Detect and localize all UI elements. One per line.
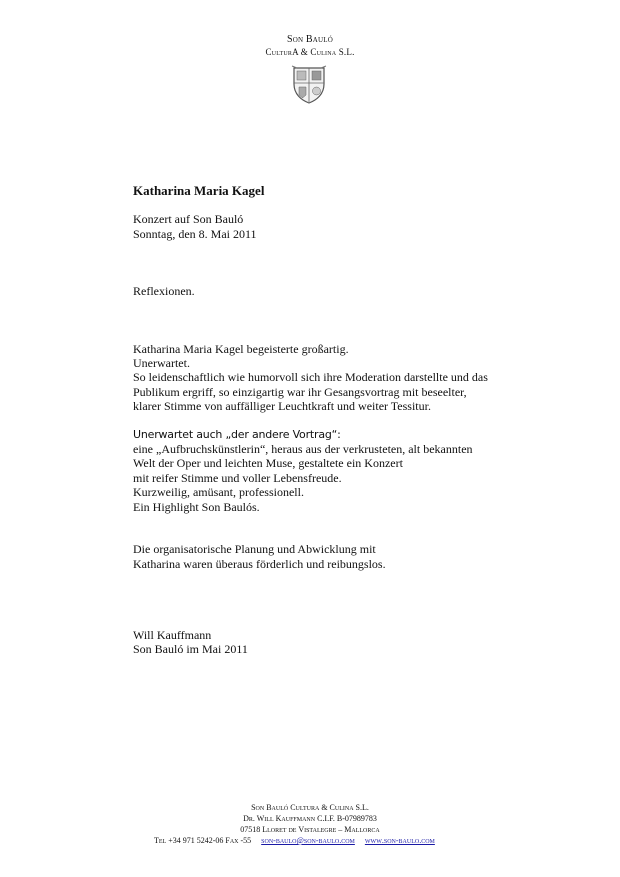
paragraph-line: So leidenschaftlich wie humorvoll sich ihre Moderation darstellte und das	[133, 370, 488, 385]
footer-address: 07518 Lloret de Vistalegre – Mallorca	[240, 825, 380, 834]
paragraph-line: Publikum ergriff, so einzigartig war ihr Gesangsvortrag mit beseelter,	[133, 384, 467, 399]
footer-web-link[interactable]: www.son-baulo.com	[364, 836, 435, 845]
event-info	[133, 212, 553, 241]
company-subtitle: CulturA & Culina S.L.	[265, 47, 355, 57]
paragraph-line: Die organisatorische Planung und Abwicklung mit	[133, 542, 376, 557]
footer	[0, 802, 620, 846]
paragraph-line: Unerwartet auch „der andere Vortrag“:	[133, 427, 341, 441]
paragraph-3	[133, 542, 553, 571]
paragraph-2	[133, 428, 553, 514]
event-date: Sonntag, den 8. Mai 2011	[133, 226, 257, 241]
paragraph-line: Kurzweilig, amüsant, professionell.	[133, 485, 304, 500]
letterhead	[0, 34, 620, 58]
paragraph-line: Katharina Maria Kagel begeisterte großartig.	[133, 341, 349, 356]
letter-title: Katharina Maria Kagel	[133, 183, 265, 198]
company-name: Son Bauló	[286, 34, 334, 45]
letter-heading: Reflexionen.	[133, 284, 195, 299]
footer-email-link[interactable]: son-baulo@son-baulo.com	[261, 836, 355, 845]
paragraph-line: mit reifer Stimme und voller Lebensfreude.	[133, 470, 342, 485]
paragraph-line: Katharina waren überaus förderlich und reibungslos.	[133, 556, 386, 571]
footer-owner: Dr. Will Kauffmann C.I.F. B-07989783	[243, 814, 377, 823]
footer-phone-fax: Tel +34 971 5242-06 Fax -55	[154, 836, 252, 845]
signature-block	[133, 628, 553, 657]
paragraph-line: Unerwartet.	[133, 356, 190, 371]
paragraph-line: klarer Stimme von auffälliger Leuchtkraft und weiter Tessitur.	[133, 399, 431, 414]
event-name: Konzert auf Son Bauló	[133, 212, 244, 227]
signature-name: Will Kauffmann	[133, 627, 212, 642]
paragraph-line: eine „Aufbruchskünstlerin“, heraus aus der verkrusteten, alt bekannten	[133, 442, 473, 457]
footer-company: Son Bauló Cultura & Culina S.L.	[251, 803, 369, 812]
footer-contact	[154, 835, 620, 846]
signature-place-date: Son Bauló im Mai 2011	[133, 642, 248, 657]
letter-body	[133, 184, 553, 657]
paragraph-1	[133, 342, 553, 414]
coat-of-arms-icon	[291, 64, 327, 104]
paragraph-line: Welt der Oper und leichten Muse, gestaltete ein Konzert	[133, 456, 403, 471]
paragraph-line: Ein Highlight Son Baulós.	[133, 499, 260, 514]
